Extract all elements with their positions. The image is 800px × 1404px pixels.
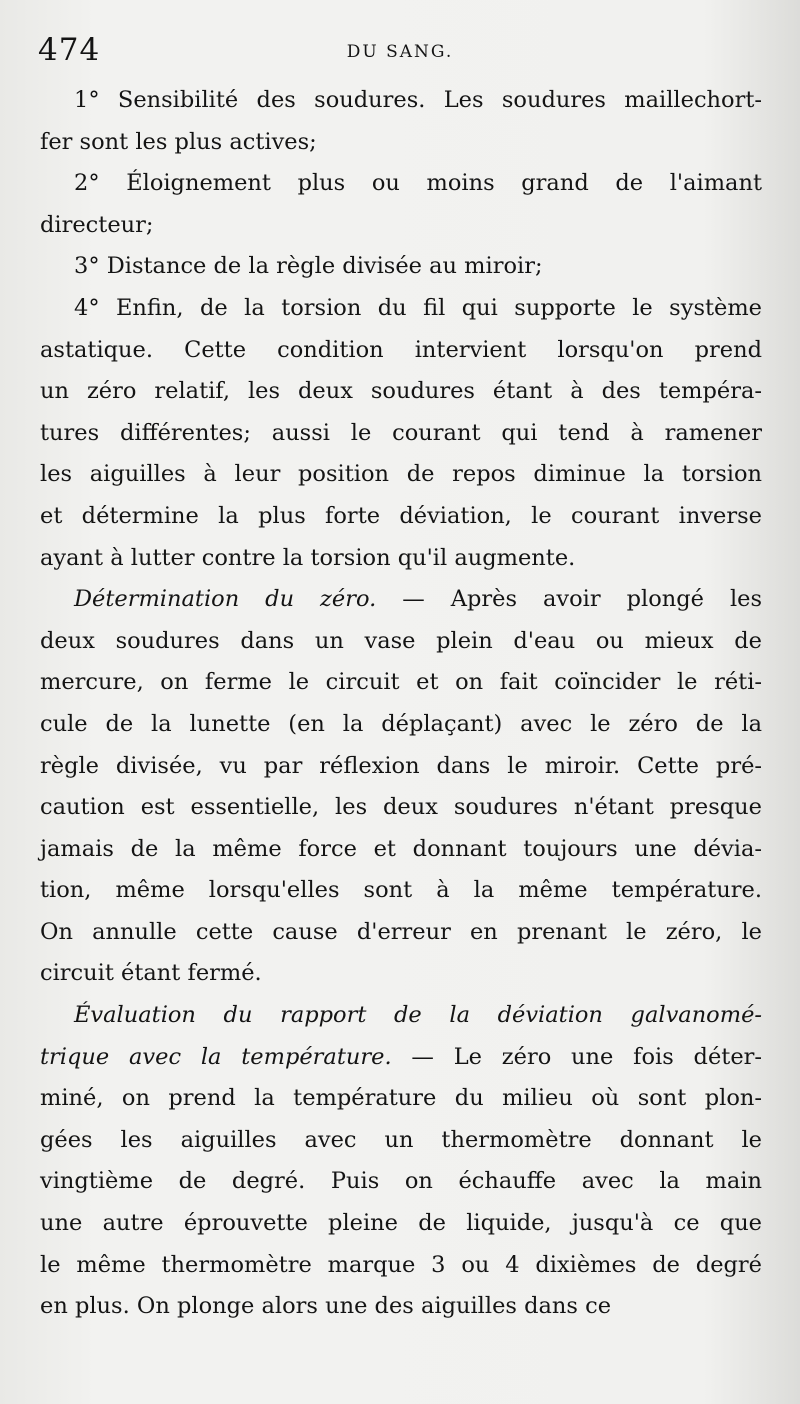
text-line [40,579,762,621]
text-line [40,829,762,871]
text-segment: — Après avoir plongé les [376,586,762,613]
text-line [40,704,762,746]
text-line [40,995,762,1037]
text-line [40,330,762,372]
text-line [40,80,762,122]
body-text [40,80,762,1328]
text-segment: astatique. Cette condition intervient lorsqu'on prend [40,336,762,363]
text-segment: circuit étant fermé. [40,960,262,987]
text-line [40,1078,762,1120]
text-line [40,662,762,704]
text-line [40,953,762,995]
text-segment: mercure, on ferme le circuit et on fait coïncider le réti- [40,669,762,696]
text-line [40,454,762,496]
italic-heading: Évaluation du rapport de la déviation galvanomé- [74,1002,762,1029]
text-line [40,746,762,788]
text-segment: 1° Sensibilité des soudures. Les soudures maillechort- [74,87,762,113]
italic-heading: trique avec la température. [40,1043,392,1070]
text-segment: en plus. On plonge alors une des aiguilles dans ce [40,1293,612,1320]
text-line [40,371,762,413]
text-segment: fer sont les plus actives; [40,128,317,155]
text-segment: miné, on prend la température du milieu où sont plon- [40,1085,762,1112]
text-segment: 4° Enfin, de la torsion du fil qui supporte le système [74,294,762,321]
text-segment: 2° Éloignement plus ou moins grand de l'aimant [74,170,762,197]
text-line [40,205,762,247]
text-line [40,413,762,455]
text-line [40,538,762,580]
text-line [40,1245,762,1287]
text-line [40,1286,762,1328]
text-segment: tion, même lorsqu'elles sont à la même température. [40,877,762,904]
text-line [40,1203,762,1245]
running-head: DU SANG. [346,42,454,62]
text-segment: une autre éprouvette pleine de liquide, jusqu'à ce que [40,1210,762,1237]
text-segment: ayant à lutter contre la torsion qu'il augmente. [40,544,576,571]
text-segment: deux soudures dans un vase plein d'eau ou mieux de [40,627,762,654]
text-line [40,1037,762,1079]
text-segment: règle divisée, vu par réflexion dans le miroir. Cette pré- [40,752,762,779]
text-line [40,1120,762,1162]
text-segment: et détermine la plus forte déviation, le courant inverse [40,502,762,529]
italic-heading: Détermination du zéro. [74,586,377,613]
text-segment: le même thermomètre marque 3 ou 4 dixièmes de degré [40,1251,762,1278]
page-header [38,32,762,76]
text-line [40,870,762,912]
text-line [40,621,762,663]
text-segment: vingtième de degré. Puis on échauffe avec la main [40,1168,762,1195]
text-segment: caution est essentielle, les deux soudures n'étant presque [40,794,762,821]
text-segment: 3° Distance de la règle divisée au miroir; [74,253,543,280]
text-segment: directeur; [40,211,154,238]
text-line [40,787,762,829]
text-line [40,1161,762,1203]
page-number: 474 [38,32,101,68]
text-segment: cule de la lunette (en la déplaçant) avec le zéro de la [40,710,762,737]
text-segment: gées les aiguilles avec un thermomètre donnant le [40,1126,762,1153]
text-segment: jamais de la même force et donnant toujours une dévia- [40,835,762,862]
text-segment: les aiguilles à leur position de repos diminue la torsion [40,461,762,488]
text-segment: — Le zéro une fois déter- [391,1043,762,1070]
text-line [40,288,762,330]
text-line [40,122,762,164]
text-line [40,496,762,538]
text-line [40,163,762,205]
text-segment: un zéro relatif, les deux soudures étant à des tempéra- [40,378,762,405]
text-line [40,912,762,954]
text-segment: On annulle cette cause d'erreur en prenant le zéro, le [40,918,762,945]
text-line [40,246,762,288]
text-segment: tures différentes; aussi le courant qui tend à ramener [40,419,762,446]
